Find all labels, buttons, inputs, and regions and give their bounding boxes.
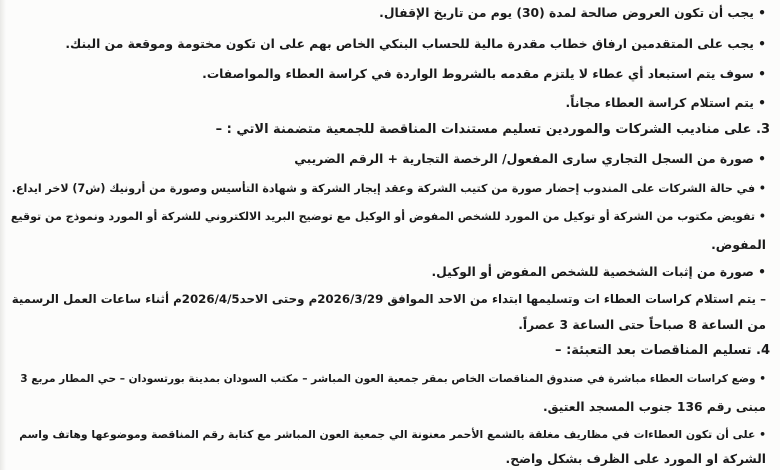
line-authorization-cont: المفوض. <box>711 238 766 252</box>
line-envelope-label: الشركة او المورد على الظرف بشكل واضح. <box>505 452 766 466</box>
line-offer-validity: • يجب أن تكون العروض صالحة لمدة (30) يوم من تاريخ الإقفال. <box>379 6 766 20</box>
line-id-copy: • صورة من إثبات الشخصية للشخص المفوض أو الوكيل. <box>431 265 766 279</box>
line-free-booklet: • يتم استلام كراسة العطاء مجاناً. <box>565 96 766 110</box>
heading-required-documents: 3. على مناديب الشركات والموردين تسليم مستندات المناقصة للجمعية متضمنة الاتي : – <box>215 122 770 137</box>
heading-tender-delivery: 4. تسليم المناقصات بعد التعبئة: – <box>555 343 770 358</box>
line-submission-dates: – يتم استلام كراسات العطاء ات وتسليمها ابتداء من الاحد الموافق 2026/3/29م وحتى الاحد2026/4/5م أثناء ساعات العمل الرسمية <box>11 292 766 306</box>
line-commercial-register: • صورة من السجل التجاري سارى المفعول/ الرخصة التجارية + الرقم الضريبي <box>294 152 766 166</box>
line-authorization: • تفويض مكتوب من الشركة أو توكيل من المورد للشخص المفوض أو الوكيل مع توضيح البريد الالكتروني للشركة أو المورد ونموذج من توقيع <box>10 210 766 223</box>
line-tender-box: • وضع كراسات العطاء مباشرة في صندوق المناقصات الخاص بمقر جمعية العون المباشر – مكتب السودان بمدينة بورتسودان – حي المطار مربع 3 <box>20 373 766 385</box>
line-exclusion: • سوف يتم استبعاد أي عطاء لا يلتزم مقدمه بالشروط الواردة في كراسة العطاء والمواصفات. <box>202 67 766 81</box>
line-bank-letter: • يجب على المتقدمين ارفاق خطاب مقدرة مالية للحساب البنكي الخاص بهم على ان تكون مختومة وموقعة من البنك. <box>65 37 766 51</box>
line-sealed-envelopes: • على أن تكون العطاءات في مظاريف مغلقة بالشمع الأحمر معنونة الي جمعية العون المباشر مع كتابة رقم المناقصة وموضوعها وهاتف واسم <box>19 428 766 441</box>
line-building-number: مبنى رقم 136 جنوب المسجد العتيق. <box>542 400 766 414</box>
line-company-documents: • في حالة الشركات على المندوب إحضار صورة من كتيب الشركة وعقد إيجار الشركة و شهادة التأسيس وصورة من أرونيك (ش7) لاخر ايداع. <box>11 182 766 195</box>
line-submission-hours: من الساعة 8 صباحاً حتى الساعة 3 عصراً. <box>518 318 766 332</box>
